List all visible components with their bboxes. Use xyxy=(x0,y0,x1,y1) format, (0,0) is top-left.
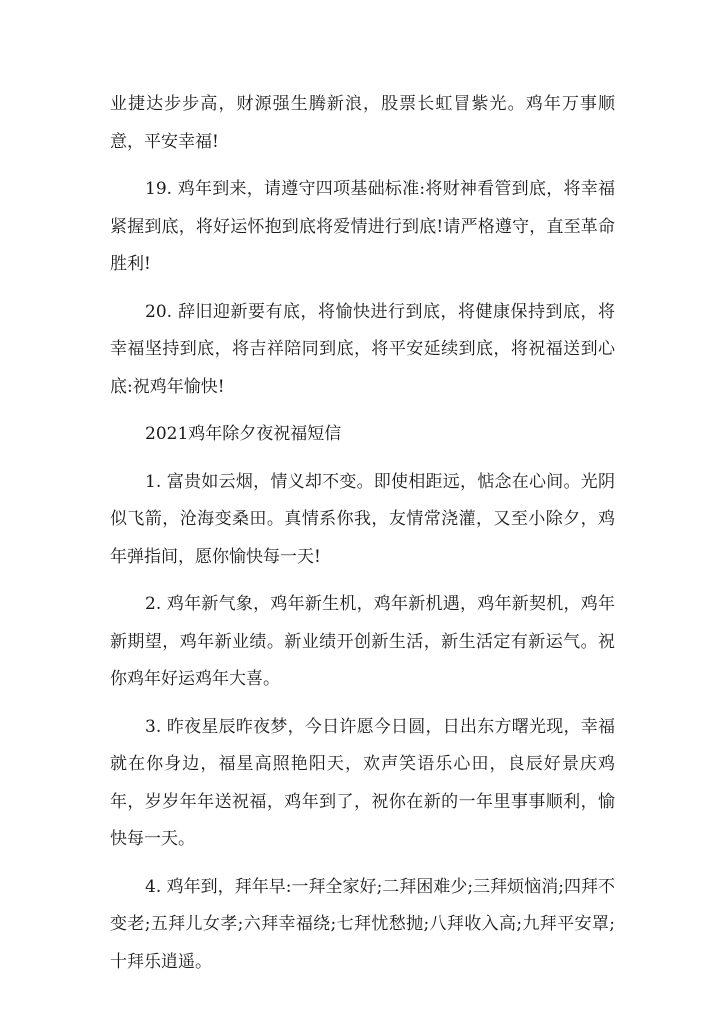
paragraph-item-4: 4. 鸡年到，拜年早:一拜全家好;二拜困难少;三拜烦恼消;四拜不变老;五拜儿女孝;六拜幸福绕;七拜忧愁抛;八拜收入高;九拜平安罩;十拜乐逍遥。 xyxy=(110,876,615,972)
paragraph-item-20: 20. 辞旧迎新要有底，将愉快进行到底，将健康保持到底，将幸福坚持到底，将吉祥陪同到底，将平安延续到底，将祝福送到心底:祝鸡年愉快! xyxy=(110,301,615,397)
paragraph-item-3: 3. 昨夜星辰昨夜梦，今日许愿今日圆，日出东方曙光现，幸福就在你身边，福星高照艳阳天，欢声笑语乐心田，良辰好景庆鸡年，岁岁年年送祝福，鸡年到了，祝你在新的一年里事事顺利，愉快每一天。 xyxy=(110,716,615,849)
paragraph-continuation: 业捷达步步高，财源强生腾新浪，股票长虹冒紫光。鸡年万事顺意，平安幸福! xyxy=(110,94,615,152)
paragraph-item-1: 1. 富贵如云烟，情义却不变。即使相距远，惦念在心间。光阴似飞箭，沧海变桑田。真情系你我，友情常浇灌，又至小除夕，鸡年弹指间，愿你愉快每一天! xyxy=(110,471,615,567)
section-heading: 2021鸡年除夕夜祝福短信 xyxy=(145,424,342,444)
paragraph-item-19: 19. 鸡年到来，请遵守四项基础标准:将财神看管到底，将幸福紧握到底，将好运怀抱到底将爱情进行到底!请严格遵守，直至革命胜利! xyxy=(110,179,615,274)
document-body xyxy=(110,86,615,991)
paragraph-item-2: 2. 鸡年新气象，鸡年新生机，鸡年新机遇，鸡年新契机，鸡年新期望，鸡年新业绩。新业绩开创新生活，新生活定有新运气。祝你鸡年好运鸡年大喜。 xyxy=(110,594,615,689)
